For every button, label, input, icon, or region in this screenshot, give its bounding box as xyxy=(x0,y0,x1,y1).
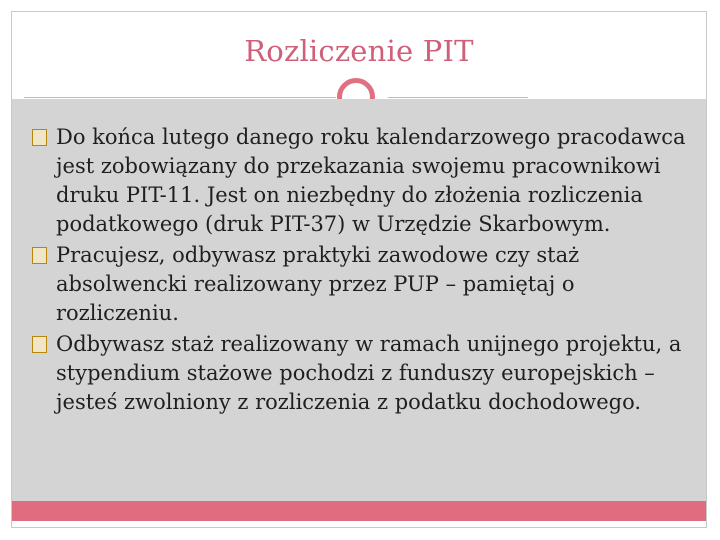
bullet-text: Do końca lutego danego roku kalendarzowego pracodawca jest zobowiązany do przekazania swojemu pracownikowi druku PIT-11. Jest on niezbędny do złożenia rozliczenia podatkowego (druk PIT-37) w Urzędzie Skarbowym. xyxy=(56,125,686,236)
slide-title: Rozliczenie PIT xyxy=(244,34,474,68)
title-divider-right xyxy=(388,97,528,98)
bullet-item xyxy=(32,123,692,239)
title-divider-left xyxy=(24,97,336,98)
footer-accent-bar xyxy=(12,501,706,521)
bullet-text: Odbywasz staż realizowany w ramach unijnego projektu, a stypendium stażowe pochodzi z funduszy europejskich – jesteś zwolniony z rozliczenia z podatku dochodowego. xyxy=(56,332,682,414)
square-bullet-icon xyxy=(32,336,47,353)
bullet-item xyxy=(32,330,692,417)
square-bullet-icon xyxy=(32,129,47,146)
bullet-text: Pracujesz, odbywasz praktyki zawodowe czy staż absolwencki realizowany przez PUP – pamiętaj o rozliczeniu. xyxy=(56,243,580,325)
square-bullet-icon xyxy=(32,247,47,264)
bullet-list xyxy=(32,123,692,419)
bullet-item xyxy=(32,241,692,328)
